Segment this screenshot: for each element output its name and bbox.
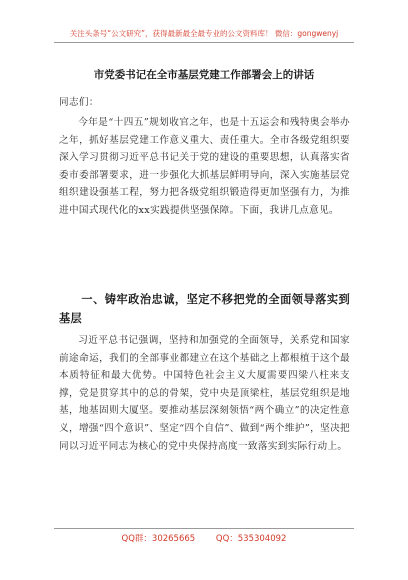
- footer-contact: [0, 533, 408, 545]
- section-heading-1: 一、铸牢政治忠诚，坚定不移把党的全面领导落实到基层: [59, 292, 350, 325]
- paragraph-intro: 今年是“十四五”规划收官之年，也是十五运会和残特奥会举办之年，抓好基层党建工作意义重大、责任重大。全市各级党组织要深入学习贯彻习近平总书记关于党的建设的重要思想，认真落实省委市委部署要求，进一步强化大抓基层鲜明导向，深入实施基层党组织建设强基工程，努力把各级党组织锻造得更加坚强有力，为推进中国式现代化的xx实践提供坚强保障。下面，我讲几点意见。: [59, 117, 350, 216]
- header-promo-note: 关注头条号“公文研究”，获得最新最全最专业的公文资料库！ 微信：gongwenyj: [69, 29, 339, 38]
- footer-qq-contact: QQ：535304092: [215, 534, 287, 544]
- document-title: 市党委书记在全市基层党建工作部署会上的讲话: [93, 69, 315, 81]
- header-divider: [54, 42, 354, 43]
- footer-divider: [54, 528, 354, 529]
- salutation: 同志们：: [59, 97, 99, 108]
- footer-qq-group: QQ群：30265665: [121, 534, 196, 544]
- paragraph-section-1: 习近平总书记强调，坚持和加强党的全面领导，关系党和国家前途命运，我们的全部事业都建立在这个基础之上都根植于这个最本质特征和最大优势。中国特色社会主义大厦需要四梁八柱来支撑，党是贯穿其中的总的骨架，党中央是顶梁柱，基层党组织是地基，地基固则大厦坚。要推动基层深刻领悟“两个确立”的决定性意义，增强“四个意识”、坚定“四个自信”、做到“两个维护”，坚决把同以习近平同志为核心的党中央保持高度一致落实到实际行动上。: [59, 335, 350, 452]
